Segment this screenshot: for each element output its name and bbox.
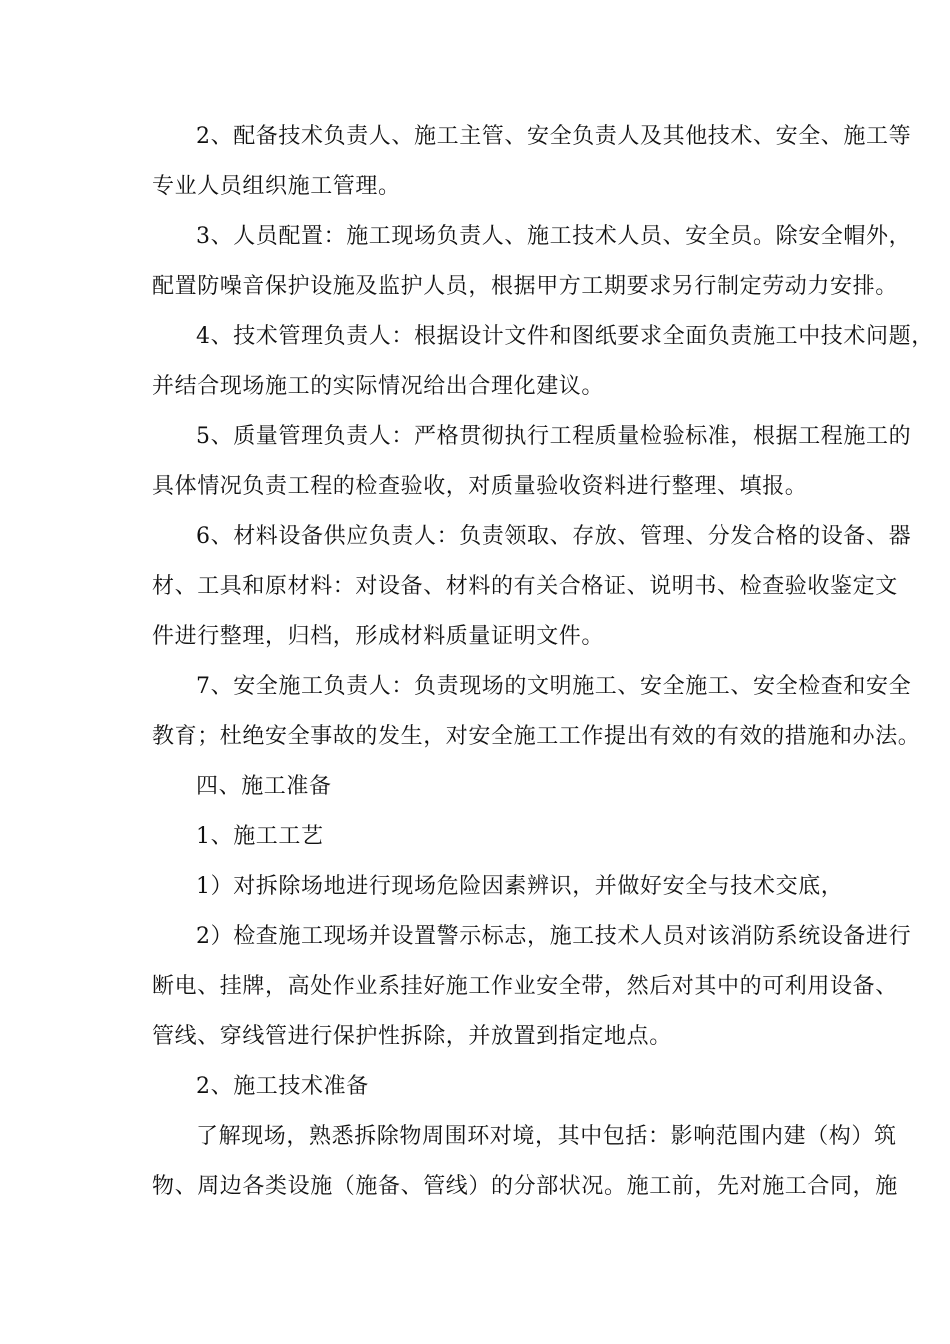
paragraph-safety-manager [108, 662, 921, 762]
paragraph-staffing-technical [108, 112, 912, 212]
text-line: 配置防噪音保护设施及监护人员，根据甲方工期要求另行制定劳动力安排。 [152, 274, 898, 299]
paragraph-quality-manager [108, 412, 912, 512]
text-line: 5、质量管理负责人：严格贯彻执行工程质量检验标准，根据工程施工的 [196, 424, 912, 449]
list-item-hazard-identification [108, 862, 850, 912]
text-line: 3、人员配置：施工现场负责人、施工技术人员、安全员。除安全帽外， [196, 224, 912, 249]
section-heading-construction-prep [108, 762, 850, 812]
text-line: 了解现场，熟悉拆除物周围环对境，其中包括：影响范围内建（构）筑 [196, 1124, 897, 1149]
document-body [108, 112, 934, 1212]
text-line: 专业人员组织施工管理。 [152, 174, 401, 199]
subheading-construction-process [108, 812, 850, 862]
text-line: 具体情况负责工程的检查验收，对质量验收资料进行整理、填报。 [152, 474, 808, 499]
text-line: 2）检查施工现场并设置警示标志，施工技术人员对该消防系统设备进行 [196, 924, 912, 949]
subheading-technical-prep [108, 1062, 850, 1112]
text-line: 物、周边各类设施（施备、管线）的分部状况。施工前，先对施工合同，施 [152, 1174, 898, 1199]
text-line: 材、工具和原材料：对设备、材料的有关合格证、说明书、检查验收鉴定文 [152, 574, 898, 599]
heading-text: 四、施工准备 [196, 774, 332, 799]
text-line: 1）对拆除场地进行现场危险因素辨识，并做好安全与技术交底， [196, 874, 844, 899]
text-line: 断电、挂牌，高处作业系挂好施工作业安全带，然后对其中的可利用设备、 [152, 974, 898, 999]
text-line: 7、安全施工负责人：负责现场的文明施工、安全施工、安全检查和安全 [196, 674, 912, 699]
text-line: 并结合现场施工的实际情况给出合理化建议。 [152, 374, 605, 399]
paragraph-materials-manager [108, 512, 912, 662]
text-line: 教育；杜绝安全事故的发生，对安全施工工作提出有效的有效的措施和办法。 [152, 724, 921, 749]
paragraph-personnel-config [108, 212, 912, 312]
paragraph-site-survey [108, 1112, 898, 1212]
heading-text: 2、施工技术准备 [196, 1074, 369, 1099]
heading-text: 1、施工工艺 [196, 824, 324, 849]
list-item-site-inspection [108, 912, 912, 1062]
text-line: 6、材料设备供应负责人：负责领取、存放、管理、分发合格的设备、器 [196, 524, 912, 549]
text-line: 2、配备技术负责人、施工主管、安全负责人及其他技术、安全、施工等 [196, 124, 912, 149]
text-line: 件进行整理，归档，形成材料质量证明文件。 [152, 624, 605, 649]
paragraph-tech-manager [108, 312, 934, 412]
text-line: 管线、穿线管进行保护性拆除，并放置到指定地点。 [152, 1024, 672, 1049]
text-line: 4、技术管理负责人：根据设计文件和图纸要求全面负责施工中技术问题， [196, 324, 934, 349]
